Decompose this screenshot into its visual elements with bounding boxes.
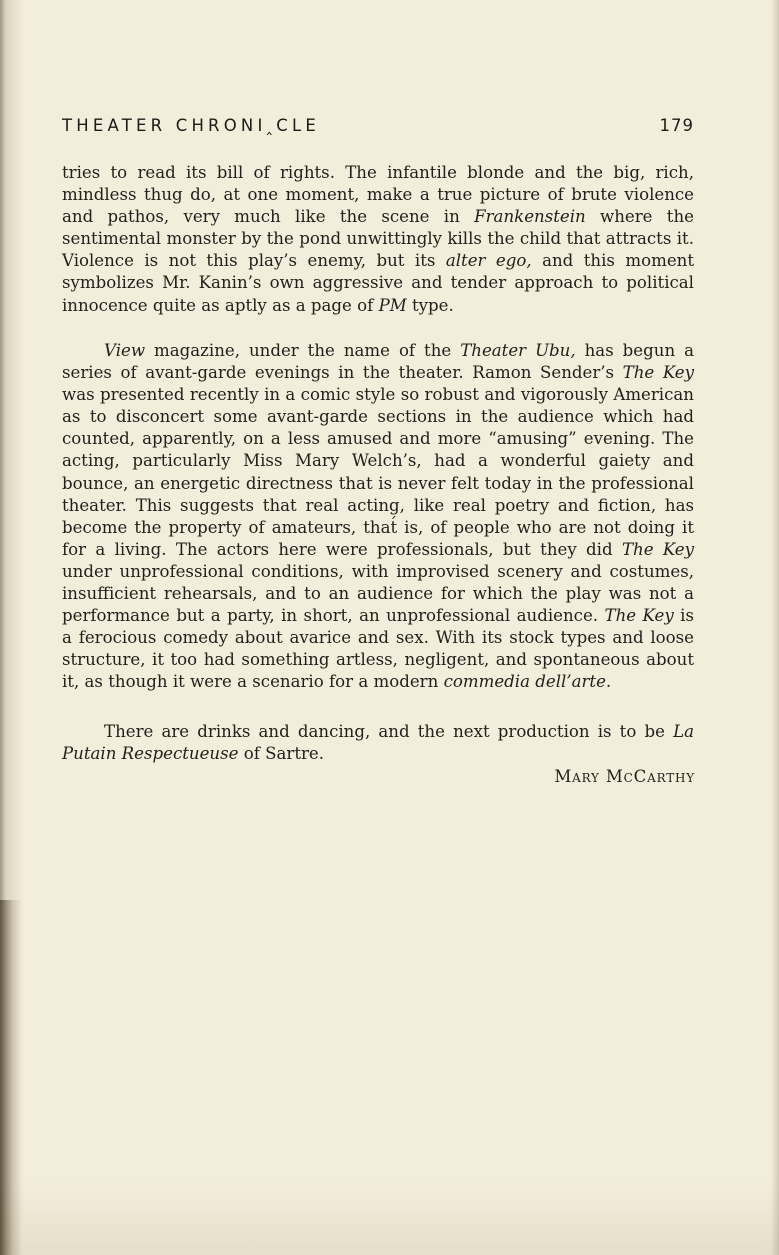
running-header: [62, 116, 694, 138]
paragraph-1-text: where the sentimental monster by the pond unwittingly kills the child that attracts it. Violence is not this play’s enemy, but its: [62, 207, 694, 271]
page-number: 179: [659, 116, 694, 135]
paragraph-1: [62, 162, 694, 317]
paragraph-2-text: magazine, under the name of the: [145, 341, 461, 360]
italic-title: The Key: [621, 539, 695, 559]
paragraph-1-text: and this moment symbolizes Mr. Kanin’s own aggressive and tender approach to political innocence quite as aptly as a page of: [62, 251, 694, 315]
binding-shadow: [0, 900, 22, 1255]
author-signature: Mary McCarthy: [554, 767, 695, 786]
paragraph-2-text: was presented recently in a comic style so robust and vigorously American as to disconcert some avant-garde sections in the audience which had counted, apparently, on a less amused and more “amusing” evening. The acting, particularly Miss Mary Welch’s, had a wonderful gaiety and bounce, an energetic directness that is never felt today in the professional theater. This suggests that real acting, like real poetry and fiction, has become the property of amateurs, that́ is, of people who are not doing it for a living. The actors here were professionals, but they did: [62, 385, 694, 559]
paragraph-2-text: is a ferocious comedy about avarice and sex. With its stock types and loose structure, it too had something artless, negligent, and spontaneous about it, as though it were a scenario for a modern: [62, 606, 694, 692]
paragraph-3: [62, 721, 694, 765]
italic-title: Theater Ubu,: [460, 341, 576, 360]
paragraph-3-text: of Sartre.: [238, 744, 325, 764]
paragraph-1-text: tries to read its bill of rights. The infantile blonde and the big, rich, mindless thug do, at one moment, make a true picture of brute violence and pathos, very much like the scene in: [62, 163, 694, 227]
paragraph-2: [62, 340, 694, 694]
paragraph-2-text: under unprofessional conditions, with improvised scenery and costumes, insufficient rehearsals, and to an audience for which the play was not a performance but a party, in short, an unprofessional audience.: [62, 561, 694, 626]
italic-phrase: commedia dell’arte.: [443, 672, 612, 692]
italic-title: The Key: [604, 606, 674, 626]
italic-phrase: alter ego,: [445, 251, 532, 271]
italic-title: Frankenstein: [474, 207, 586, 227]
italic-title: View: [104, 341, 146, 360]
italic-title: PM: [378, 295, 407, 315]
paragraph-3-text: There are drinks and dancing, and the next production is to be: [104, 722, 674, 741]
italic-title: The Key: [622, 363, 694, 383]
running-head-title: THEATER CHRONI‸CLE: [62, 116, 321, 135]
paragraph-1-text: type.: [406, 295, 454, 315]
paragraph-2-text: has begun a series of avant-garde evenings in the theater. Ramon Sender’s: [62, 341, 694, 383]
italic-title: La Putain Respectueuse: [62, 722, 694, 764]
